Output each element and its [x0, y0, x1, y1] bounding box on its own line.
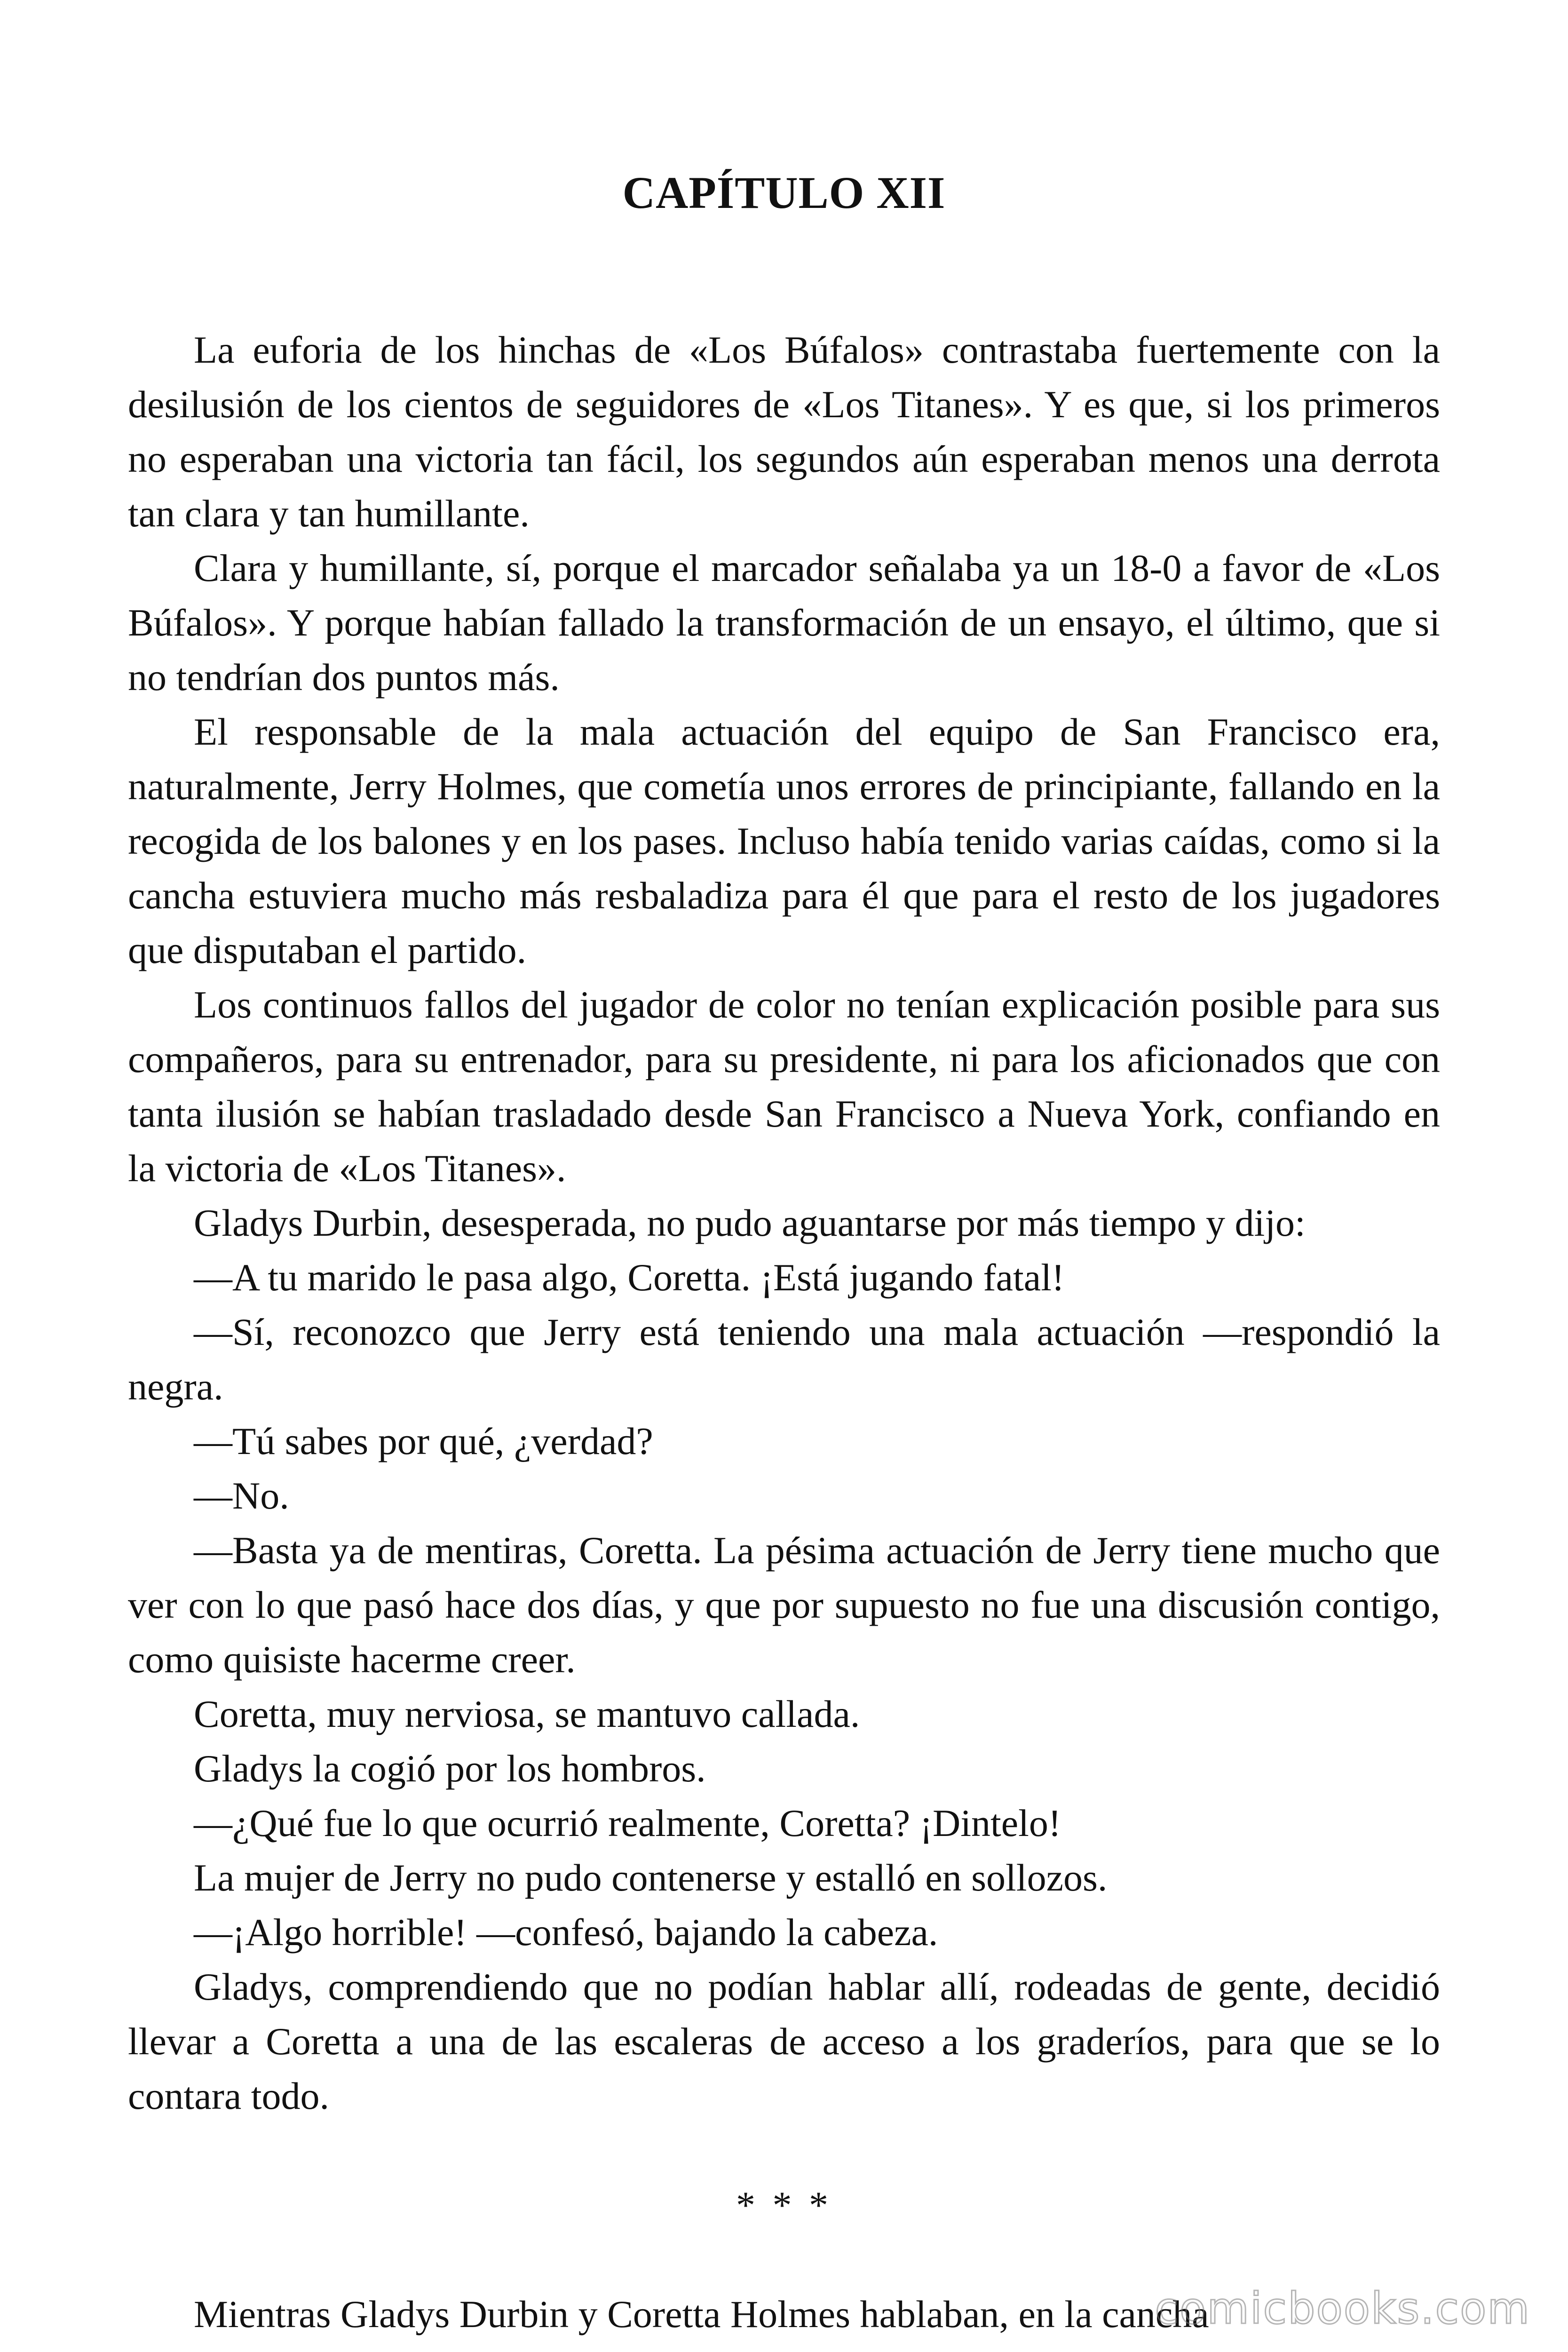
paragraph: Gladys Durbin, desesperada, no pudo aguantarse por más tiempo y dijo:: [194, 1201, 1306, 1244]
watermark-logo: comicbooks.com: [1155, 2283, 1530, 2334]
paragraph: El responsable de la mala actuación del equipo de San Francisco era, naturalmente, Jerry Holmes, que cometía unos errores de principiante, fallando en la recogida de los balones y en los pases. Incluso había tenido varias caídas, como si la cancha estuviera mucho más resbaladiza para él que para el resto de los jugadores que disputaban el partido.: [128, 710, 1440, 971]
paragraph: Los continuos fallos del jugador de color no tenían explicación posible para sus compañeros, para su entrenador, para su presidente, ni para los aficionados que con tanta ilusión se habían trasladado desde San Francisco a Nueva York, confiando en la victoria de «Los Titanes».: [128, 983, 1440, 1190]
paragraph: Clara y humillante, sí, porque el marcador señalaba ya un 18-0 a favor de «Los Búfalos». Y porque habían fallado la transformación de un ensayo, el último, que si no tendrían dos puntos más.: [128, 547, 1440, 699]
paragraph: Gladys, comprendiendo que no podían hablar allí, rodeadas de gente, decidió llevar a Coretta a una de las escaleras de acceso a los graderíos, para que se lo contara todo.: [128, 1965, 1440, 2117]
section-separator: * * *: [736, 2184, 832, 2226]
paragraph: La euforia de los hinchas de «Los Búfalos» contrastaba fuertemente con la desilusión de los cientos de seguidores de «Los Titanes». Y es que, si los primeros no esperaban una victoria tan fácil, los segundos aún esperaban menos una derrota tan clara y tan humillante.: [128, 328, 1440, 535]
paragraph: —Sí, reconozco que Jerry está teniendo una mala actuación —respondió la negra.: [128, 1311, 1440, 1408]
paragraph: —Basta ya de mentiras, Coretta. La pésima actuación de Jerry tiene mucho que ver con lo que pasó hace dos días, y que por supuesto no fue una discusión contigo, como quisiste hacerme creer.: [128, 1529, 1440, 1681]
paragraph: —¡Algo horrible! —confesó, bajando la cabeza.: [194, 1911, 938, 1954]
paragraph: —Tú sabes por qué, ¿verdad?: [194, 1420, 653, 1462]
paragraph: Gladys la cogió por los hombros.: [194, 1747, 706, 1790]
paragraph: Coretta, muy nerviosa, se mantuvo callada.: [194, 1692, 860, 1735]
paragraph: La mujer de Jerry no pudo contenerse y estalló en sollozos.: [194, 1856, 1108, 1899]
chapter-title: CAPÍTULO XII: [622, 167, 946, 218]
paragraph: —A tu marido le pasa algo, Coretta. ¡Está jugando fatal!: [194, 1256, 1065, 1299]
paragraph: —No.: [194, 1474, 289, 1517]
paragraph: —¿Qué fue lo que ocurrió realmente, Coretta? ¡Dintelo!: [194, 1802, 1061, 1844]
chapter-body: [128, 323, 1440, 2342]
closing-paragraph: Mientras Gladys Durbin y Coretta Holmes hablaban, en la cancha: [194, 2293, 1209, 2336]
